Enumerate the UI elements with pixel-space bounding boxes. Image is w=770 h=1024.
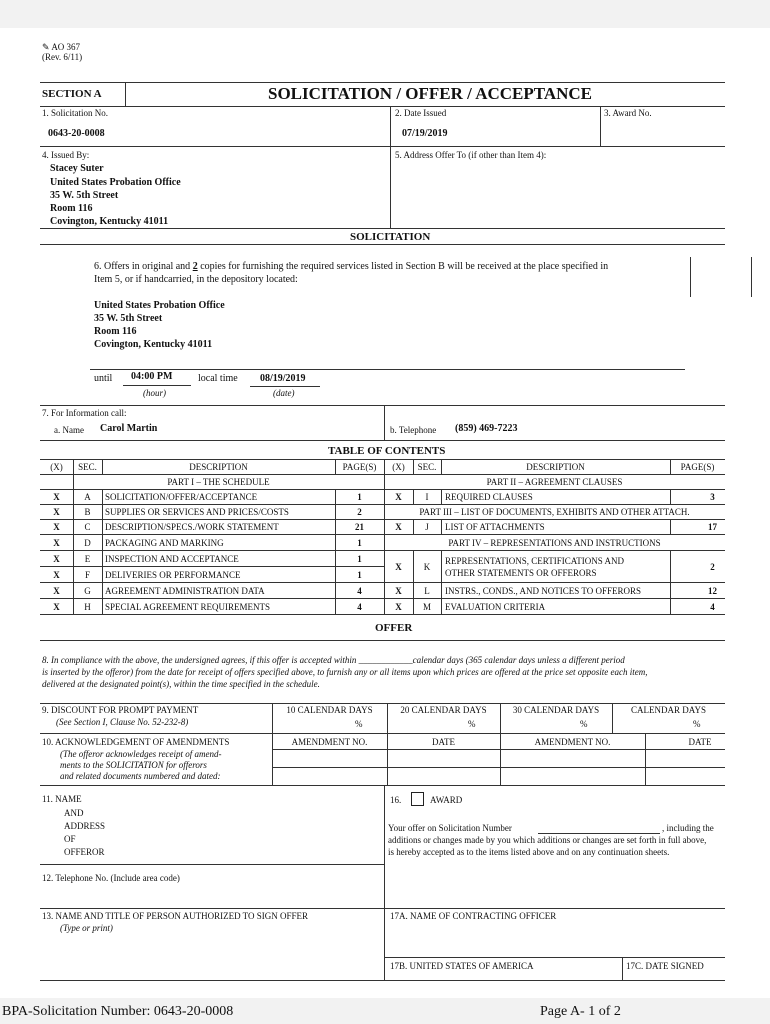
toc-pages: 2	[357, 507, 362, 517]
solicitation-no-value[interactable]: 0643-20-0008	[48, 128, 105, 139]
award-text: additions or changes made by you which additions or changes are set forth in full above,	[388, 835, 707, 845]
rule	[600, 106, 601, 146]
toc-header-pages: PAGE(S)	[342, 462, 377, 472]
telephone-label: 12. Telephone No. (Include area code)	[42, 873, 180, 883]
offers-text-b: copies for furnishing the required services listed in Section B will be received at the place specified in	[197, 261, 609, 272]
toc-sec: L	[424, 586, 430, 596]
rule	[40, 534, 725, 535]
toc-header-sec: SEC.	[417, 462, 437, 472]
info-name-value[interactable]: Carol Martin	[100, 423, 158, 434]
rule	[40, 440, 725, 441]
rule	[622, 957, 623, 980]
issued-by-line: 35 W. 5th Street	[50, 190, 119, 201]
toc-pages: 1	[357, 554, 362, 564]
deadline-date[interactable]: 08/19/2019	[260, 373, 306, 384]
rule	[390, 146, 391, 228]
rule	[40, 640, 725, 641]
rule	[40, 474, 725, 475]
discount-col: CALENDAR DAYS	[631, 705, 706, 715]
ack-label: 10. ACKNOWLEDGEMENT OF AMENDMENTS	[42, 737, 230, 747]
rule	[40, 908, 725, 909]
award-number-label: 16.	[390, 795, 402, 805]
solicitation-heading: SOLICITATION	[350, 231, 431, 243]
toc-desc: DESCRIPTION/SPECS./WORK STATEMENT	[105, 522, 279, 532]
offers-text-c: Item 5, or if handcarried, in the depository located:	[94, 274, 298, 285]
rule	[441, 519, 442, 534]
toc-header-x: (X)	[50, 462, 63, 472]
toc-desc: EVALUATION CRITERIA	[445, 602, 546, 612]
discount-pct[interactable]: %	[355, 719, 363, 729]
toc-desc: SUPPLIES OR SERVICES AND PRICES/COSTS	[105, 507, 289, 517]
toc-sec: I	[425, 492, 429, 502]
rule	[40, 598, 725, 599]
ack-col: DATE	[688, 737, 712, 747]
rule	[40, 785, 725, 786]
form-title: SOLICITATION / OFFER / ACCEPTANCE	[268, 84, 592, 103]
section-label: SECTION A	[42, 88, 102, 100]
issued-by-line: Stacey Suter	[50, 163, 104, 174]
toc-desc: PACKAGING AND MARKING	[105, 538, 224, 548]
date-caption: (date)	[273, 388, 295, 398]
toc-sec: F	[84, 570, 90, 580]
usa-label: 17B. UNITED STATES OF AMERICA	[390, 961, 534, 971]
contracting-officer-label: 17A. NAME OF CONTRACTING OFFICER	[390, 911, 557, 921]
toc-check[interactable]: X	[53, 522, 60, 532]
toc-check[interactable]: X	[53, 492, 60, 502]
toc-pages: 1	[357, 570, 362, 580]
offeror-label: OFFEROR	[64, 847, 105, 857]
info-phone-value[interactable]: (859) 469-7223	[455, 423, 518, 434]
solicitation-no-label: 1. Solicitation No.	[42, 108, 108, 118]
toc-pages: 21	[355, 522, 364, 532]
footer-solicitation-number: BPA-Solicitation Number: 0643-20-0008	[2, 1004, 234, 1019]
toc-pages: 4	[357, 602, 362, 612]
date-signed-label: 17C. DATE SIGNED	[626, 961, 704, 971]
rule	[102, 489, 103, 614]
discount-label: 9. DISCOUNT FOR PROMPT PAYMENT	[42, 705, 199, 715]
toc-check[interactable]: X	[395, 602, 402, 612]
rule	[40, 703, 725, 704]
address-offer-label: 5. Address Offer To (if other than Item 4):	[395, 150, 547, 160]
signer-label: 13. NAME AND TITLE OF PERSON AUTHORIZED TO SIGN OFFER	[42, 911, 309, 921]
toc-part-2: PART II – AGREEMENT CLAUSES	[486, 477, 623, 487]
copies-count: 2	[192, 261, 198, 272]
toc-sec: G	[84, 586, 91, 596]
rule	[40, 459, 725, 460]
until-label: until	[94, 373, 113, 384]
discount-col: 10 CALENDAR DAYS	[286, 705, 373, 715]
toc-header-pages: PAGE(S)	[680, 462, 715, 472]
discount-col: 30 CALENDAR DAYS	[512, 705, 600, 715]
toc-part-3: PART III – LIST OF DOCUMENTS, EXHIBITS AND OTHER ATTACH.	[419, 507, 690, 517]
rule	[40, 244, 725, 245]
award-checkbox[interactable]	[411, 792, 424, 806]
rule	[40, 582, 725, 583]
rule	[40, 550, 725, 551]
info-name-label: a. Name	[54, 425, 84, 435]
discount-sub: (See Section I, Clause No. 52-232-8)	[56, 717, 189, 727]
toc-desc: REQUIRED CLAUSES	[445, 492, 533, 502]
ack-col: DATE	[432, 737, 455, 747]
rule	[384, 405, 385, 440]
issued-by-label: 4. Issued By:	[42, 150, 90, 160]
compliance-line: delivered at the designated point(s), within the time specified in the schedule.	[42, 679, 320, 689]
rule	[40, 82, 725, 83]
pen-icon: ✎	[42, 42, 50, 52]
depository-line: Covington, Kentucky 41011	[94, 339, 213, 350]
toc-header-x: (X)	[392, 462, 405, 472]
rule	[272, 767, 725, 768]
rule	[40, 489, 725, 490]
award-label: AWARD	[430, 795, 463, 805]
toc-desc: REPRESENTATIONS, CERTIFICATIONS AND	[445, 556, 625, 566]
rule	[751, 257, 752, 297]
offers-text-a: 6. Offers in original and	[94, 261, 193, 272]
toc-desc: AGREEMENT ADMINISTRATION DATA	[105, 586, 265, 596]
toc-sec: E	[84, 554, 91, 564]
rule	[390, 106, 391, 146]
toc-pages: 1	[357, 492, 362, 502]
issued-by-line: United States Probation Office	[50, 177, 181, 188]
info-call-label: 7. For Information call:	[42, 408, 127, 418]
toc-check[interactable]: X	[53, 507, 60, 517]
toc-header-sec: SEC.	[78, 462, 97, 472]
rule	[40, 106, 725, 107]
ack-sub: and related documents numbered and dated:	[60, 771, 221, 781]
rule	[384, 785, 385, 980]
toc-desc: SPECIAL AGREEMENT REQUIREMENTS	[105, 602, 271, 612]
toc-desc: INSPECTION AND ACCEPTANCE	[105, 554, 239, 564]
rule	[250, 386, 320, 387]
toc-header-desc: DESCRIPTION	[189, 462, 248, 472]
toc-header-desc: DESCRIPTION	[526, 462, 585, 472]
toc-sec: D	[84, 538, 91, 548]
discount-pct[interactable]: %	[693, 719, 701, 729]
rule	[40, 146, 725, 147]
ack-sub: (The offeror acknowledges receipt of amend-	[60, 749, 222, 759]
toc-sec: H	[84, 602, 91, 612]
discount-pct[interactable]: %	[580, 719, 588, 729]
offeror-label: OF	[64, 834, 76, 844]
issued-by-line: Room 116	[50, 203, 93, 214]
ack-col: AMENDMENT NO.	[291, 737, 368, 747]
rule	[40, 733, 725, 734]
toc-sec: C	[84, 522, 91, 532]
ack-sub: ments to the SOLICITATION for offerors	[60, 760, 207, 770]
toc-check[interactable]: X	[53, 570, 60, 580]
depository-line: Room 116	[94, 326, 137, 337]
offer-heading: OFFER	[375, 622, 413, 634]
depository-line: 35 W. 5th Street	[94, 313, 163, 324]
signer-sub: (Type or print)	[60, 923, 113, 933]
rule	[40, 504, 725, 505]
form-id-text: AO 367	[51, 42, 81, 52]
form-rev: (Rev. 6/11)	[42, 52, 83, 62]
toc-pages: 17	[708, 522, 717, 532]
toc-heading: TABLE OF CONTENTS	[328, 445, 446, 457]
toc-check[interactable]: X	[53, 554, 60, 564]
footer-page-number: Page A- 1 of 2	[540, 1004, 621, 1019]
rule	[123, 385, 191, 386]
toc-pages: 4	[710, 602, 715, 612]
issued-by-line: Covington, Kentucky 41011	[50, 216, 169, 227]
toc-check[interactable]: X	[395, 586, 402, 596]
discount-col: 20 CALENDAR DAYS	[400, 705, 487, 715]
award-no-label: 3. Award No.	[604, 108, 652, 118]
offeror-label: ADDRESS	[64, 821, 106, 831]
award-text: is hereby accepted as to the items listed above and on any continuation sheets.	[388, 847, 670, 857]
info-phone-label: b. Telephone	[390, 425, 437, 435]
rule	[90, 369, 685, 370]
rule	[40, 566, 385, 567]
toc-check[interactable]: X	[395, 522, 402, 532]
date-issued-value[interactable]: 07/19/2019	[402, 128, 448, 139]
rule	[40, 519, 725, 520]
rule	[384, 957, 725, 958]
compliance-line: 8. In compliance with the above, the undersigned agrees, if this offer is accepted within ____________calendar days (365 calendar days unless a different period	[42, 655, 625, 665]
toc-sec: M	[422, 602, 431, 612]
toc-desc: OTHER STATEMENTS OR OFFERORS	[445, 568, 597, 578]
form-page	[0, 28, 770, 998]
rule	[40, 614, 725, 615]
rule	[125, 82, 126, 106]
toc-sec: B	[84, 507, 91, 517]
toc-sec: K	[423, 562, 431, 572]
toc-sec: J	[425, 522, 429, 532]
toc-check[interactable]: X	[395, 492, 402, 502]
offeror-label: 11. NAME	[42, 794, 82, 804]
toc-desc: LIST OF ATTACHMENTS	[445, 522, 545, 532]
offeror-label: AND	[64, 808, 84, 818]
toc-check[interactable]: X	[53, 538, 60, 548]
toc-pages: 12	[708, 586, 717, 596]
depository-line: United States Probation Office	[94, 300, 225, 311]
toc-part-1: PART I – THE SCHEDULE	[167, 477, 270, 487]
rule	[441, 489, 442, 504]
ack-col: AMENDMENT NO.	[534, 737, 611, 747]
toc-part-4: PART IV – REPRESENTATIONS AND INSTRUCTIONS	[448, 538, 661, 548]
form-id	[42, 42, 80, 52]
discount-pct[interactable]: %	[468, 719, 476, 729]
rule	[40, 980, 725, 981]
offers-text	[94, 261, 608, 273]
toc-pages: 1	[357, 538, 362, 548]
rule	[40, 864, 385, 865]
award-text: Your offer on Solicitation Number	[388, 823, 512, 833]
toc-sec: A	[84, 492, 91, 502]
toc-check[interactable]: X	[53, 586, 60, 596]
toc-desc: INSTRS., CONDS., AND NOTICES TO OFFERORS	[445, 586, 641, 596]
date-issued-label: 2. Date Issued	[395, 108, 447, 118]
deadline-time[interactable]: 04:00 PM	[131, 371, 173, 382]
award-text: , including the	[662, 823, 714, 833]
local-time-label: local time	[198, 373, 238, 384]
toc-pages: 3	[710, 492, 715, 502]
rule	[40, 228, 725, 229]
toc-check[interactable]: X	[395, 562, 402, 572]
rule	[690, 257, 691, 297]
award-solicitation-blank[interactable]	[538, 833, 660, 834]
rule	[40, 405, 725, 406]
toc-pages: 4	[357, 586, 362, 596]
toc-desc: SOLICITATION/OFFER/ACCEPTANCE	[105, 492, 258, 502]
hour-caption: (hour)	[143, 388, 166, 398]
page-footer	[0, 1000, 770, 1024]
toc-check[interactable]: X	[53, 602, 60, 612]
compliance-line: is inserted by the offeror) from the date for receipt of offers specified above, to furnish any or all items upon which prices are offered at the price set opposite each item,	[42, 667, 648, 677]
toc-pages: 2	[710, 562, 715, 572]
toc-desc: DELIVERIES OR PERFORMANCE	[105, 570, 241, 580]
rule	[272, 749, 725, 750]
